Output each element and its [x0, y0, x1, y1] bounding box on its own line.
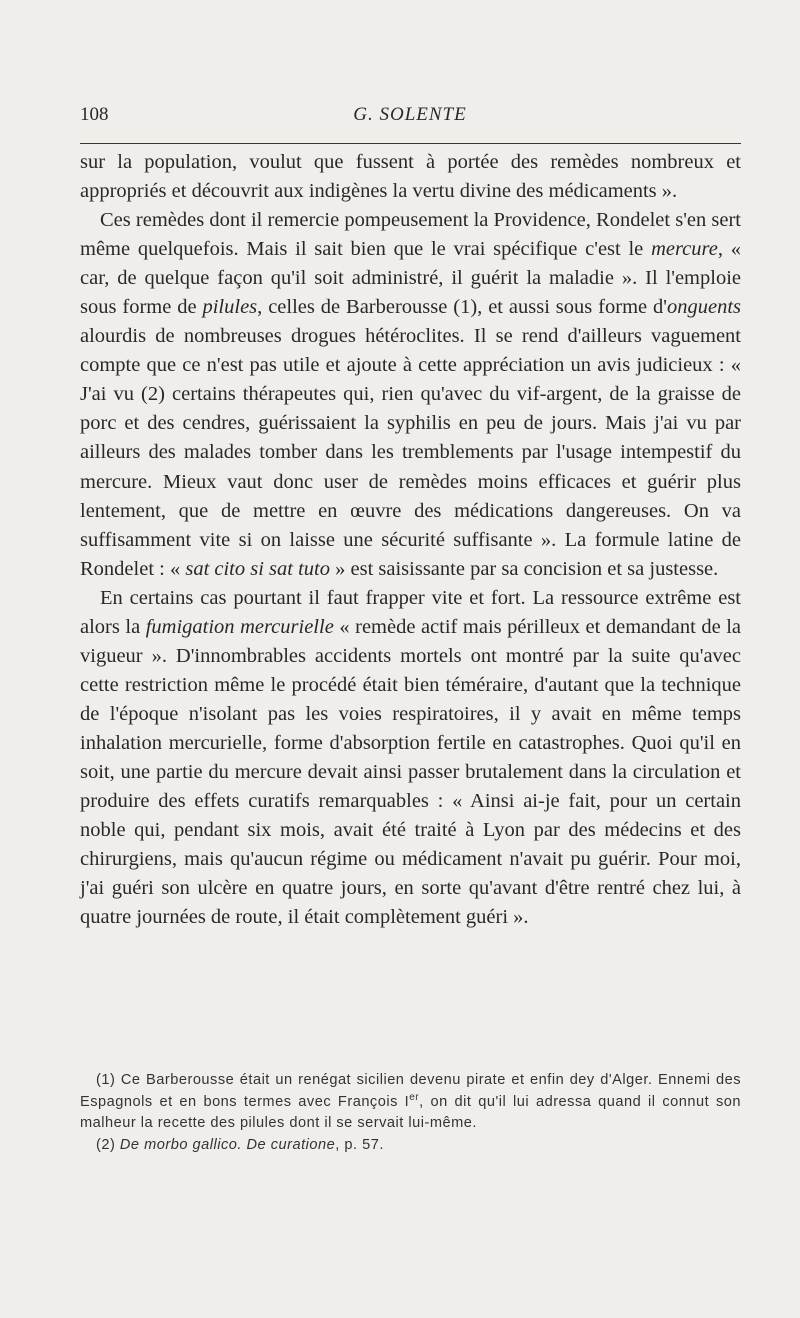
page-number: 108	[80, 104, 109, 125]
italic-term: mercure	[651, 238, 718, 261]
italic-term: sat cito si sat tuto	[185, 557, 330, 580]
footnotes	[80, 1070, 741, 1156]
superscript: er	[409, 1091, 420, 1103]
text-run: , celles de Barberousse (1), et aussi sous forme d'	[257, 296, 667, 319]
paragraph-3	[80, 584, 741, 933]
text-run: » est saisissante par sa concision et sa justesse.	[330, 557, 719, 580]
text-run: , « car, de quelque façon qu'il soit administré, il guérit la maladie ». Il l'emploie sous forme de	[80, 238, 741, 319]
text-run: , p. 57.	[335, 1136, 384, 1153]
italic-term: fumigation mercurielle	[145, 615, 334, 638]
text-run: (2)	[96, 1136, 120, 1153]
text-run: (1) Ce Barberousse était un renégat sicilien devenu pirate et enfin dey d'Alger. Ennemi des Espagnols et en bons termes avec François I	[80, 1072, 741, 1110]
text-run: sur la population, voulut que fussent à portée des remèdes nombreux et appropriés et découvrit aux indigènes la vertu divine des médicaments ».	[80, 151, 741, 203]
footnote-2	[80, 1135, 741, 1157]
page-header	[80, 104, 740, 132]
text-run: « remède actif mais périlleux et demandant de la vigueur ». D'innombrables accidents mortels ont montré par la suite qu'avec cette restriction même le procédé était bien téméraire, d'autant que la technique de l'époque n'isolant pas les voies respiratoires, il y avait en même temps inhalation mercurielle, forme d'absorption fertile en catastrophes. Quoi qu'il en soit, une partie du mercure devait ainsi passer brutalement dans la circulation et produire des effets curatifs remarquables : « Ainsi ai-je fait, pour un certain noble qui, pendant six mois, avait été traité à Lyon par des médecins et des chirurgiens, mais qu'aucun régime ou médicament n'avait pu guérir. Pour moi, j'ai guéri son ulcère en quatre jours, en sorte qu'avant d'être rentré chez lui, à quatre journées de route, il était complètement guéri ».	[80, 615, 741, 929]
header-rule	[80, 143, 741, 144]
paragraph-2	[80, 206, 741, 584]
footnote-1	[80, 1070, 741, 1135]
main-text	[80, 148, 741, 932]
text-run: Ces remèdes dont il remercie pompeusement la Providence, Rondelet s'en sert même quelquefois. Mais il sait bien que le vrai spécifique c'est le	[80, 209, 741, 261]
text-run: , on dit qu'il lui adressa quand il connut son malheur la recette des pilules dont il se servait lui-même.	[80, 1093, 741, 1131]
italic-term: onguents	[666, 296, 741, 319]
italic-title: De morbo gallico. De curatione	[119, 1136, 336, 1153]
text-run: En certains cas pourtant il faut frapper vite et fort. La ressource extrême est alors la	[80, 586, 741, 638]
running-title: G. SOLENTE	[353, 104, 467, 125]
text-run: alourdis de nombreuses drogues hétéroclites. Il se rend d'ailleurs vaguement compte que ce n'est pas utile et ajoute à cette appréciation un avis judicieux : « J'ai vu (2) certains thérapeutes qui, rien qu'avec du vif-argent, de la graisse de porc et des cendres, guérissaient la syphilis en peu de jours. Mais j'ai vu par ailleurs des malades tomber dans les tremblements par l'usage intempestif du mercure. Mieux vaut donc user de remèdes moins efficaces et guérir plus lentement, que de mettre en œuvre des médications dangereuses. On va suffisamment vite si on laisse une sécurité suffisante ». La formule latine de Rondelet : «	[80, 325, 741, 580]
paragraph-1	[80, 148, 741, 206]
italic-term: pilules	[202, 296, 258, 319]
